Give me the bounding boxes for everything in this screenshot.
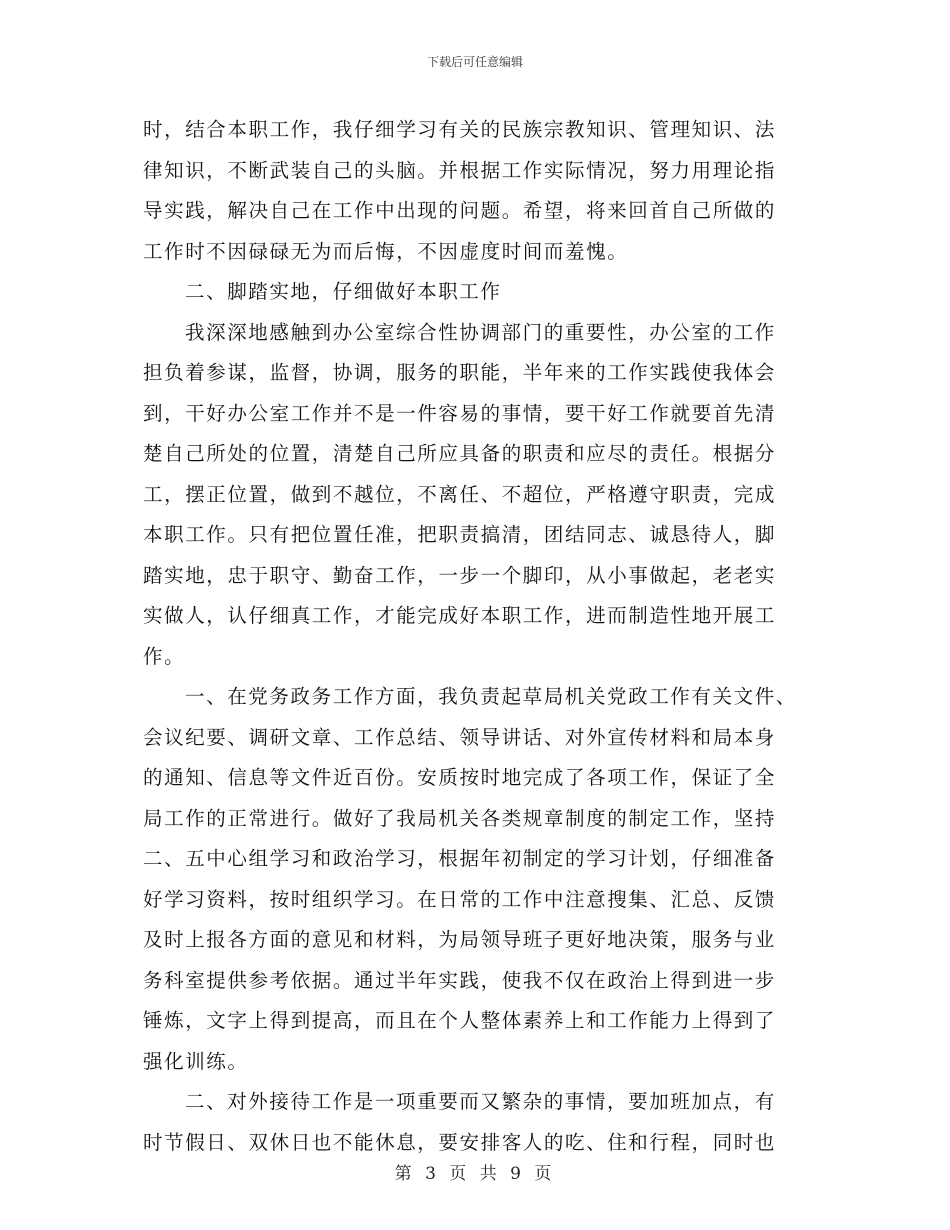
text-line: 二、五中心组学习和政治学习，根据年初制定的学习计划，仔细准备 bbox=[143, 847, 777, 870]
text-line: 时节假日、双休日也不能休息，要安排客人的吃、住和行程，同时也 bbox=[143, 1130, 777, 1154]
text-line: 局工作的正常进行。做好了我局机关各类规章制度的制定工作，坚持 bbox=[143, 806, 777, 830]
text-line: 楚自己所处的位置，清楚自己所应具备的职责和应尽的责任。根据分 bbox=[143, 442, 777, 465]
text-line: 担负着参谋，监督，协调，服务的职能，半年来的工作实践使我体会 bbox=[143, 361, 777, 384]
text-line: 务科室提供参考依据。通过半年实践，使我不仅在政治上得到进一步 bbox=[143, 968, 777, 992]
text-line: 我深深地感触到办公室综合性协调部门的重要性，办公室的工作 bbox=[185, 320, 776, 344]
page-footer: 第 3 页 共 9 页 bbox=[394, 1164, 556, 1184]
text-line: 工，摆正位置，做到不越位，不离任、不超位，严格遵守职责，完成 bbox=[143, 482, 777, 506]
text-line: 会议纪要、调研文章、工作总结、领导讲话、对外宣传材料和局本身 bbox=[143, 725, 777, 749]
text-line: 时，结合本职工作，我仔细学习有关的民族宗教知识、管理知识、法 bbox=[143, 118, 777, 141]
text-line: 及时上报各方面的意见和材料，为局领导班子更好地决策，服务与业 bbox=[143, 928, 777, 951]
text-line: 律知识，不断武装自己的头脑。并根据工作实际情况，努力用理论指 bbox=[143, 158, 777, 182]
text-line: 实做人，认仔细真工作，才能完成好本职工作，进而制造性地开展工 bbox=[143, 604, 777, 627]
text-line: 作。 bbox=[143, 644, 186, 668]
text-line: 到，干好办公室工作并不是一件容易的事情，要干好工作就要首先清 bbox=[143, 401, 777, 425]
text-line: 一、在党务政务工作方面，我负责起草局机关党政工作有关文件、 bbox=[185, 685, 797, 708]
text-line: 好学习资料，按时组织学习。在日常的工作中注意搜集、汇总、反馈 bbox=[143, 887, 777, 911]
page-header: 下载后可任意编辑 bbox=[426, 55, 523, 69]
text-line: 的通知、信息等文件近百份。安质按时地完成了各项工作，保证了全 bbox=[143, 766, 777, 789]
text-line: 本职工作。只有把位置任准，把职责搞清，团结同志、诚恳待人，脚 bbox=[143, 523, 777, 546]
text-line: 踏实地，忠于职守、勤奋工作，一步一个脚印，从小事做起，老老实 bbox=[143, 563, 777, 587]
text-line: 工作时不因碌碌无为而后悔，不因虚度时间而羞愧。 bbox=[143, 239, 629, 263]
text-line: 强化训练。 bbox=[143, 1049, 249, 1073]
text-line: 二、脚踏实地，仔细做好本职工作 bbox=[185, 280, 502, 303]
document-body bbox=[143, 110, 823, 1163]
text-line: 导实践，解决自己在工作中出现的问题。希望，将来回首自己所做的 bbox=[143, 199, 777, 222]
text-line: 二、对外接待工作是一项重要而又繁杂的事情，要加班加点，有 bbox=[185, 1090, 776, 1113]
text-line: 锤炼，文字上得到提高，而且在个人整体素养上和工作能力上得到了 bbox=[143, 1009, 777, 1032]
